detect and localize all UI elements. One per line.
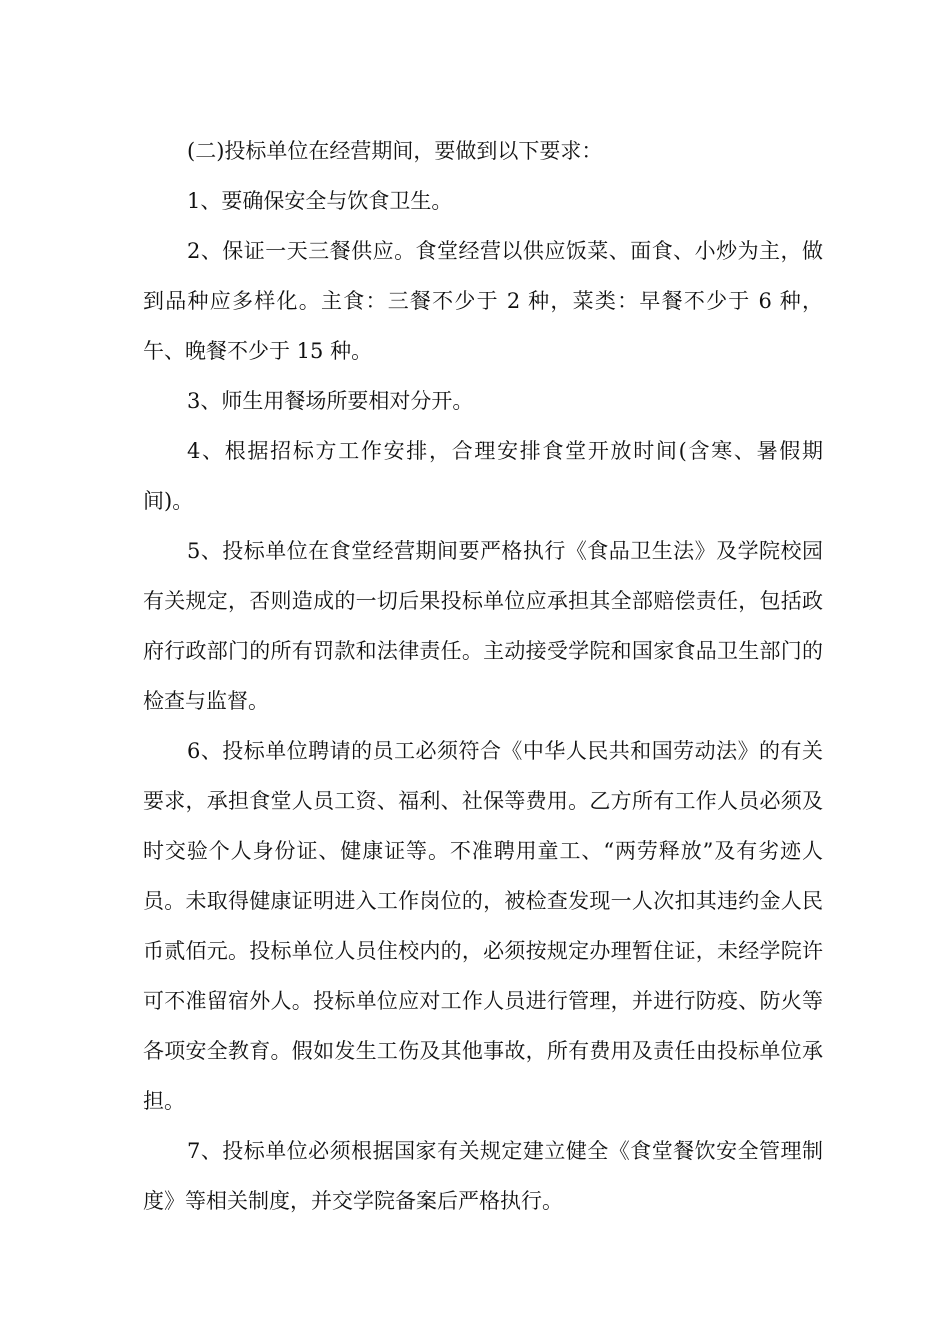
requirement-7: 7、投标单位必须根据国家有关规定建立健全《食堂餐饮安全管理制度》等相关制度，并交学院备案后严格执行。	[143, 1139, 823, 1213]
requirement-1: 1、要确保安全与饮食卫生。	[187, 189, 453, 213]
requirement-3: 3、师生用餐场所要相对分开。	[187, 389, 474, 413]
requirement-6: 6、投标单位聘请的员工必须符合《中华人民共和国劳动法》的有关要求，承担食堂人员工资、福利、社保等费用。乙方所有工作人员必须及时交验个人身份证、健康证等。不准聘用童工、“两劳释放”及有劣迹人员。未取得健康证明进入工作岗位的，被检查发现一人次扣其违约金人民币贰佰元。投标单位人员住校内的，必须按规定办理暂住证，未经学院许可不准留宿外人。投标单位应对工作人员进行管理，并进行防疫、防火等各项安全教育。假如发生工伤及其他事故，所有费用及责任由投标单位承担。	[143, 739, 823, 1113]
requirement-2: 2、保证一天三餐供应。食堂经营以供应饭菜、面食、小炒为主，做到品种应多样化。主食：三餐不少于 2 种，菜类：早餐不少于 6 种，午、晚餐不少于 15 种。	[143, 239, 823, 363]
section-heading: (二)投标单位在经营期间，要做到以下要求：	[187, 139, 603, 163]
document-body	[143, 126, 823, 1226]
requirement-5: 5、投标单位在食堂经营期间要严格执行《食品卫生法》及学院校园有关规定，否则造成的一切后果投标单位应承担其全部赔偿责任，包括政府行政部门的所有罚款和法律责任。主动接受学院和国家食品卫生部门的检查与监督。	[143, 539, 823, 713]
requirement-4: 4、根据招标方工作安排，合理安排食堂开放时间(含寒、暑假期间)。	[143, 439, 823, 513]
